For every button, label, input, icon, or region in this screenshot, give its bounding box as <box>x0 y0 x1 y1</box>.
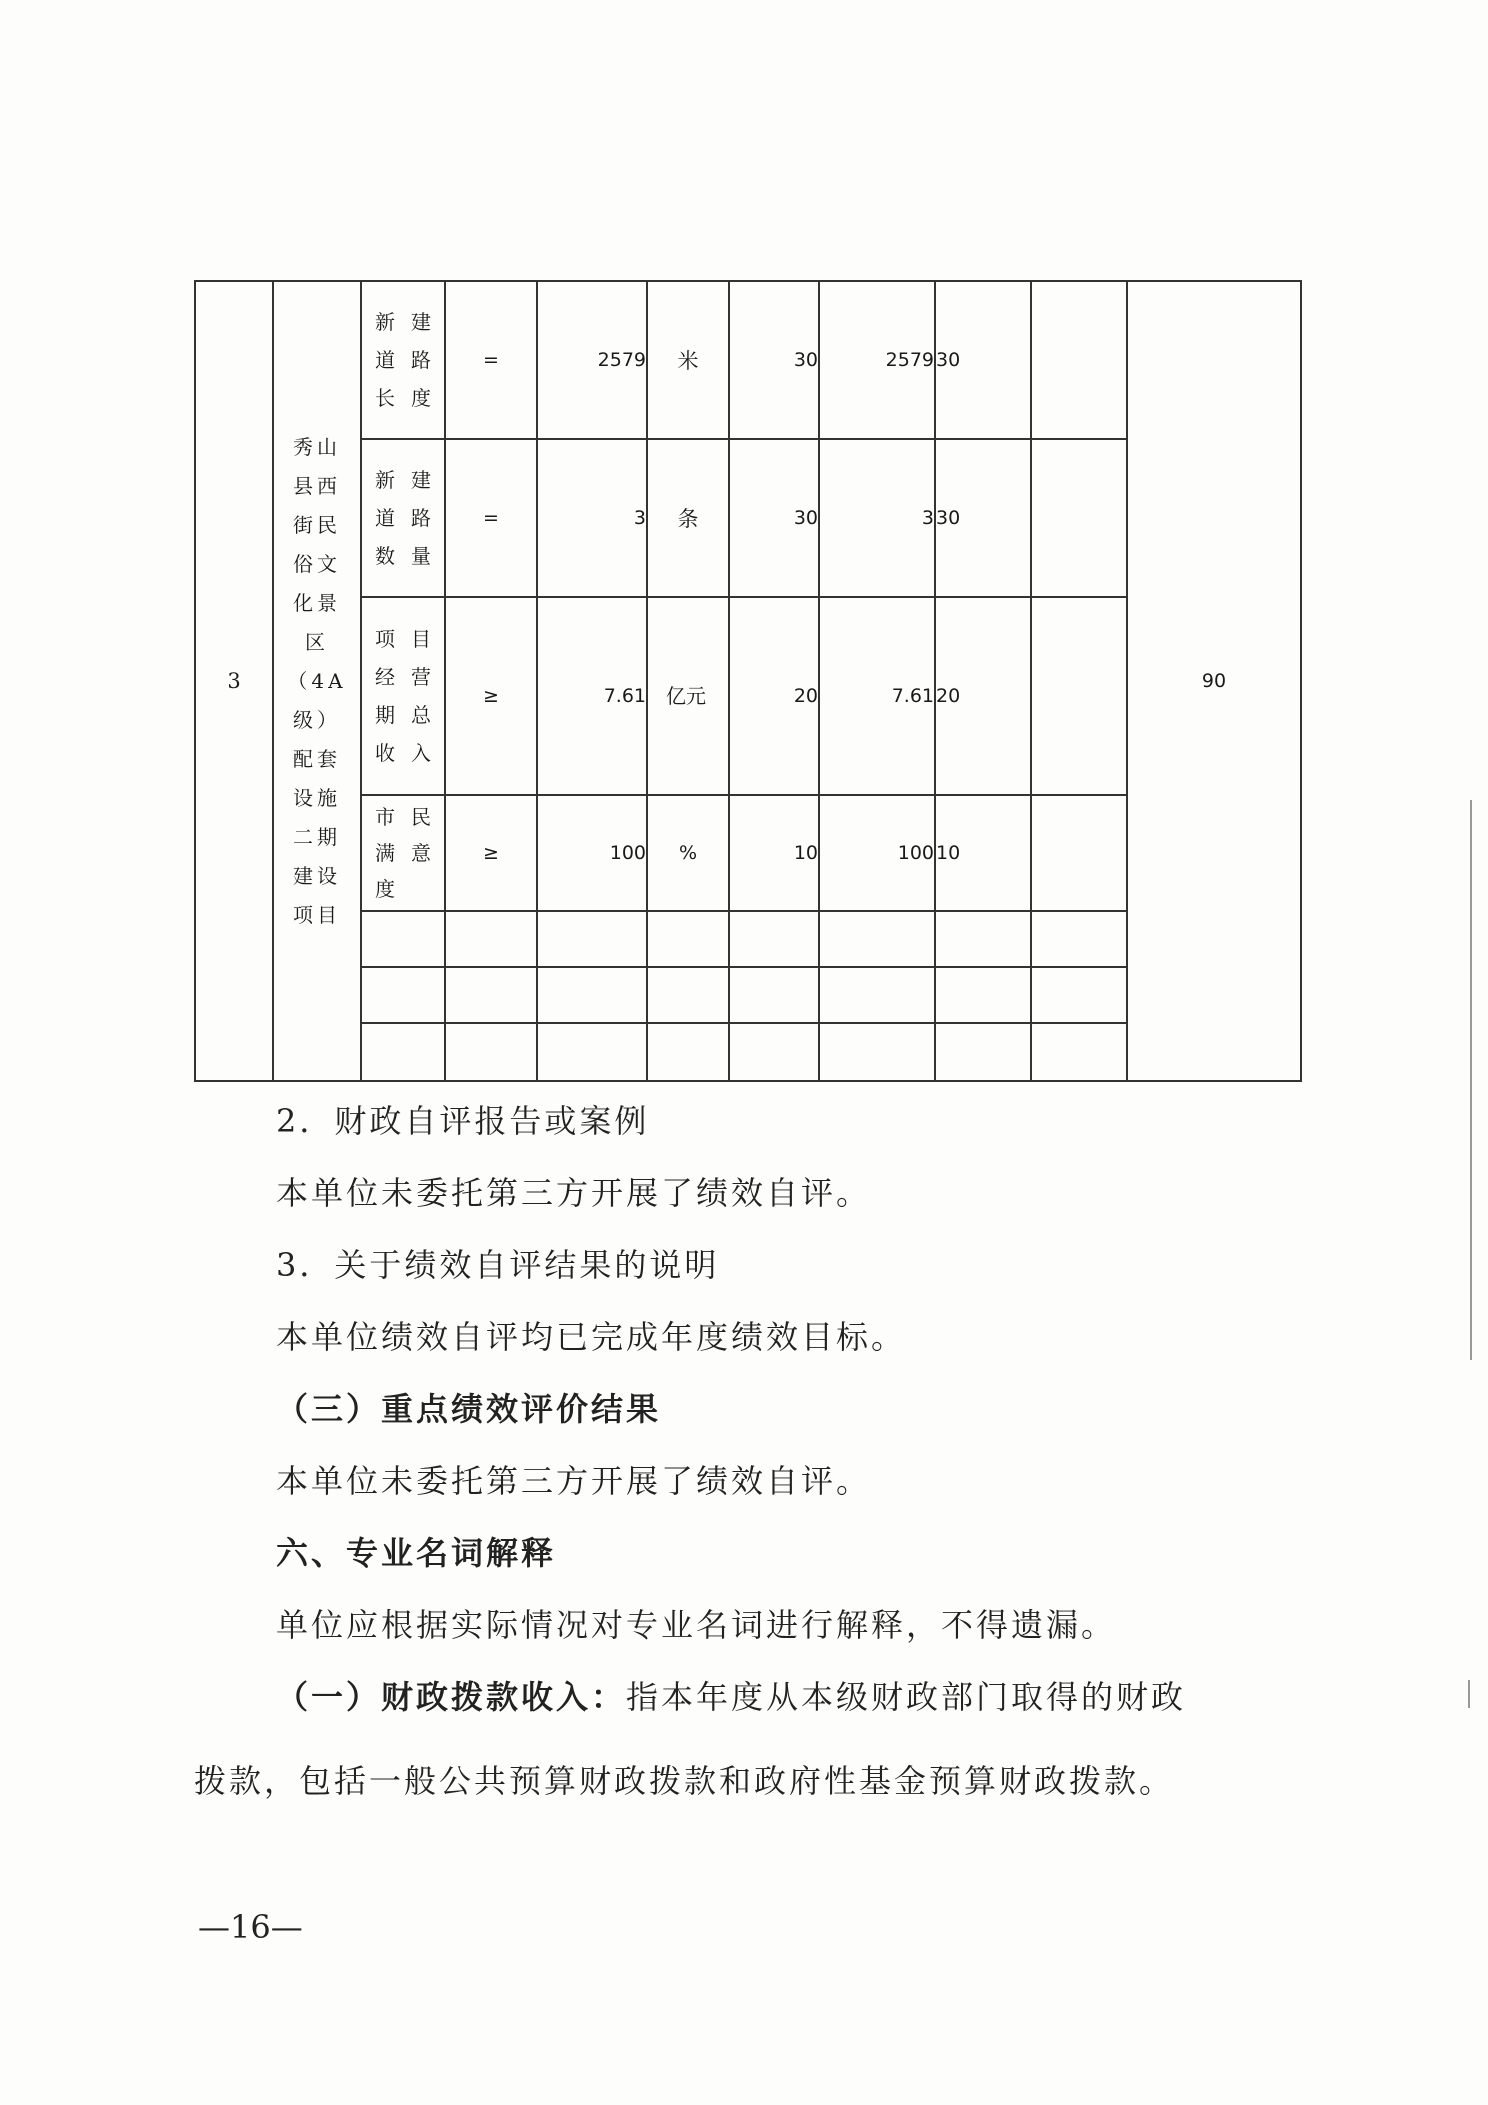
weight: 30 <box>729 439 819 597</box>
actual-value: 7.61 <box>819 597 935 795</box>
scan-edge-mark <box>1470 800 1472 1360</box>
unit: % <box>647 795 729 911</box>
indicator-name: 市民满意度 <box>375 805 431 901</box>
page-number: —16— <box>198 1908 303 1946</box>
unit: 米 <box>647 281 729 439</box>
indicator-name: 新建道路数量 <box>375 468 431 568</box>
target-value: 2579 <box>537 281 647 439</box>
paragraph: 单位应根据实际情况对专业名词进行解释，不得遗漏。 <box>276 1606 1117 1644</box>
paragraph-continuation: 拨款，包括一般公共预算财政拨款和政府性基金预算财政拨款。 <box>194 1762 1175 1800</box>
score: 30 <box>935 439 1031 597</box>
scan-edge-mark <box>1468 1680 1470 1708</box>
row-number: 3 <box>195 281 273 1081</box>
score: 20 <box>935 597 1031 795</box>
target-value: 7.61 <box>537 597 647 795</box>
paragraph-definition <box>276 1672 1186 1718</box>
weight: 20 <box>729 597 819 795</box>
target-value: 3 <box>537 439 647 597</box>
weight: 10 <box>729 795 819 911</box>
subheading-self-evaluation-report: 2．财政自评报告或案例 <box>276 1102 650 1140</box>
paragraph: 本单位未委托第三方开展了绩效自评。 <box>276 1462 872 1500</box>
table-row <box>195 281 1301 439</box>
actual-value: 2579 <box>819 281 935 439</box>
unit: 亿元 <box>666 684 706 708</box>
section-heading-terms: 六、专业名词解释 <box>276 1534 557 1572</box>
section-heading-key-evaluation: （三）重点绩效评价结果 <box>276 1390 662 1428</box>
term-label: （一）财政拨款收入： <box>276 1678 627 1716</box>
operator: ≥ <box>445 795 537 911</box>
operator: = <box>445 439 537 597</box>
total-score: 90 <box>1127 281 1301 1081</box>
score: 30 <box>935 281 1031 439</box>
indicator-name: 新建道路长度 <box>375 310 431 410</box>
project-name-cell <box>273 281 361 1081</box>
project-name: 秀山县西街民俗文化景区（4A级）配套设施二期建设项目 <box>287 434 347 927</box>
score: 10 <box>935 795 1031 911</box>
paragraph: 本单位绩效自评均已完成年度绩效目标。 <box>276 1318 907 1356</box>
term-definition: 指本年度从本级财政部门取得的财政 <box>626 1678 1187 1716</box>
operator: = <box>445 281 537 439</box>
performance-table <box>194 280 1302 1082</box>
weight: 30 <box>729 281 819 439</box>
indicator-name: 项目经营期总收入 <box>375 627 431 765</box>
target-value: 100 <box>537 795 647 911</box>
actual-value: 3 <box>819 439 935 597</box>
subheading-result-explanation: 3．关于绩效自评结果的说明 <box>276 1246 720 1284</box>
operator: ≥ <box>445 597 537 795</box>
paragraph: 本单位未委托第三方开展了绩效自评。 <box>276 1174 872 1212</box>
unit: 条 <box>647 439 729 597</box>
actual-value: 100 <box>819 795 935 911</box>
